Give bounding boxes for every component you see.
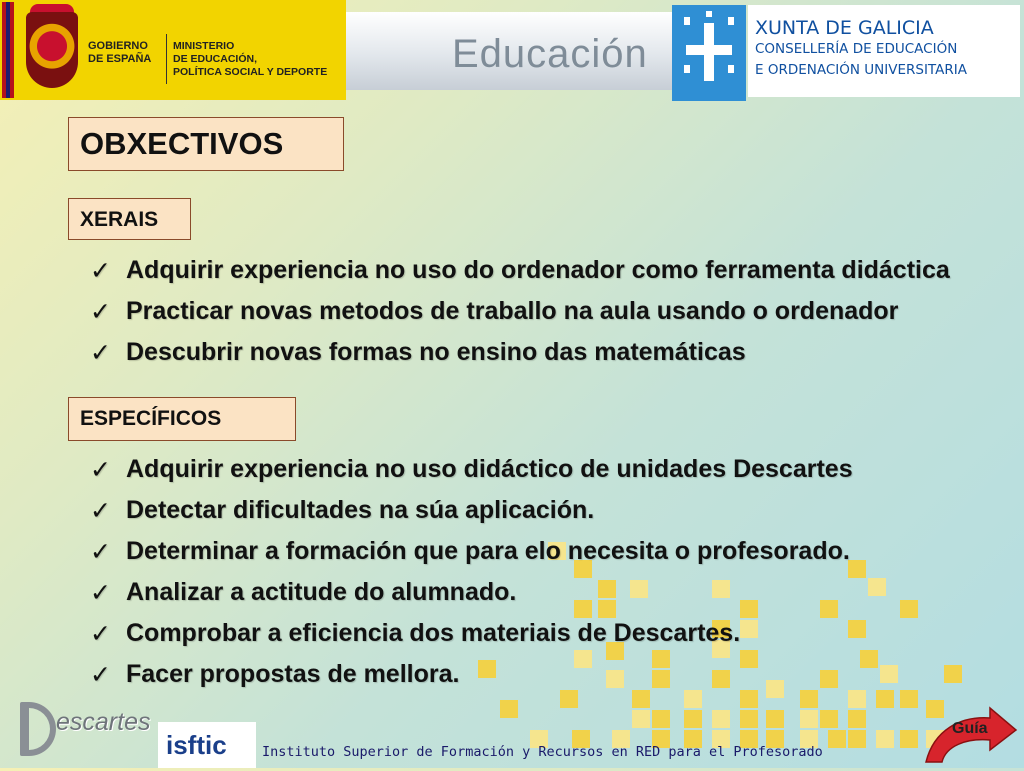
descartes-logo: escartes: [56, 708, 151, 736]
list-item: ✓ Facer propostas de mellora.: [90, 660, 460, 689]
check-icon: ✓: [90, 496, 111, 525]
check-icon: ✓: [90, 338, 111, 367]
spain-flag-stripe: [2, 2, 14, 98]
general-objectives-list: [90, 256, 950, 379]
check-icon: ✓: [90, 455, 111, 484]
banner-title: Educación: [452, 32, 648, 76]
logo-divider: [166, 34, 167, 84]
list-item: ✓ Analizar a actitude do alumnado.: [90, 578, 517, 607]
ordenacion-label: E ORDENACIÓN UNIVERSITARIA: [755, 62, 967, 78]
gobierno-label: GOBIERNO DE ESPAÑA: [88, 40, 152, 65]
institute-name: Instituto Superior de Formación y Recursos en RED para el Profesorado: [262, 744, 823, 760]
list-item: ✓ Adquirir experiencia no uso didáctico de unidades Descartes: [90, 455, 853, 484]
galicia-coat-of-arms-icon: [672, 5, 746, 101]
specific-section-label: ESPECÍFICOS: [80, 407, 222, 430]
list-item: ✓ Adquirir experiencia no uso do ordenador como ferramenta didáctica: [90, 256, 950, 285]
list-item: ✓ Descubrir novas formas no ensino das matemáticas: [90, 338, 746, 367]
check-icon: ✓: [90, 660, 111, 689]
check-icon: ✓: [90, 578, 111, 607]
conselleria-label: CONSELLERÍA DE EDUCACIÓN: [755, 41, 958, 57]
check-icon: ✓: [90, 256, 111, 285]
ministerio-label: MINISTERIO DE EDUCACIÓN, POLÍTICA SOCIAL Y DEPORTE: [173, 40, 328, 78]
page-title: OBXECTIVOS: [80, 126, 284, 161]
general-section-label: XERAIS: [80, 208, 159, 231]
list-item: ✓ Determinar a formación que para elo necesita o profesorado.: [90, 537, 850, 566]
xunta-title: XUNTA DE GALICIA: [755, 17, 934, 39]
list-item: ✓ Comprobar a eficiencia dos materiais de Descartes.: [90, 619, 741, 648]
list-item: ✓ Practicar novas metodos de traballo na aula usando o ordenador: [90, 297, 899, 326]
check-icon: ✓: [90, 619, 111, 648]
descartes-logo-icon: [20, 702, 56, 756]
guide-label[interactable]: Guía: [952, 720, 988, 737]
list-item: ✓ Detectar dificultades na súa aplicación.: [90, 496, 595, 525]
check-icon: ✓: [90, 537, 111, 566]
spain-coat-of-arms-icon: [26, 12, 78, 88]
specific-objectives-list: [90, 455, 853, 701]
isftic-logo: isftic: [166, 730, 227, 760]
check-icon: ✓: [90, 297, 111, 326]
